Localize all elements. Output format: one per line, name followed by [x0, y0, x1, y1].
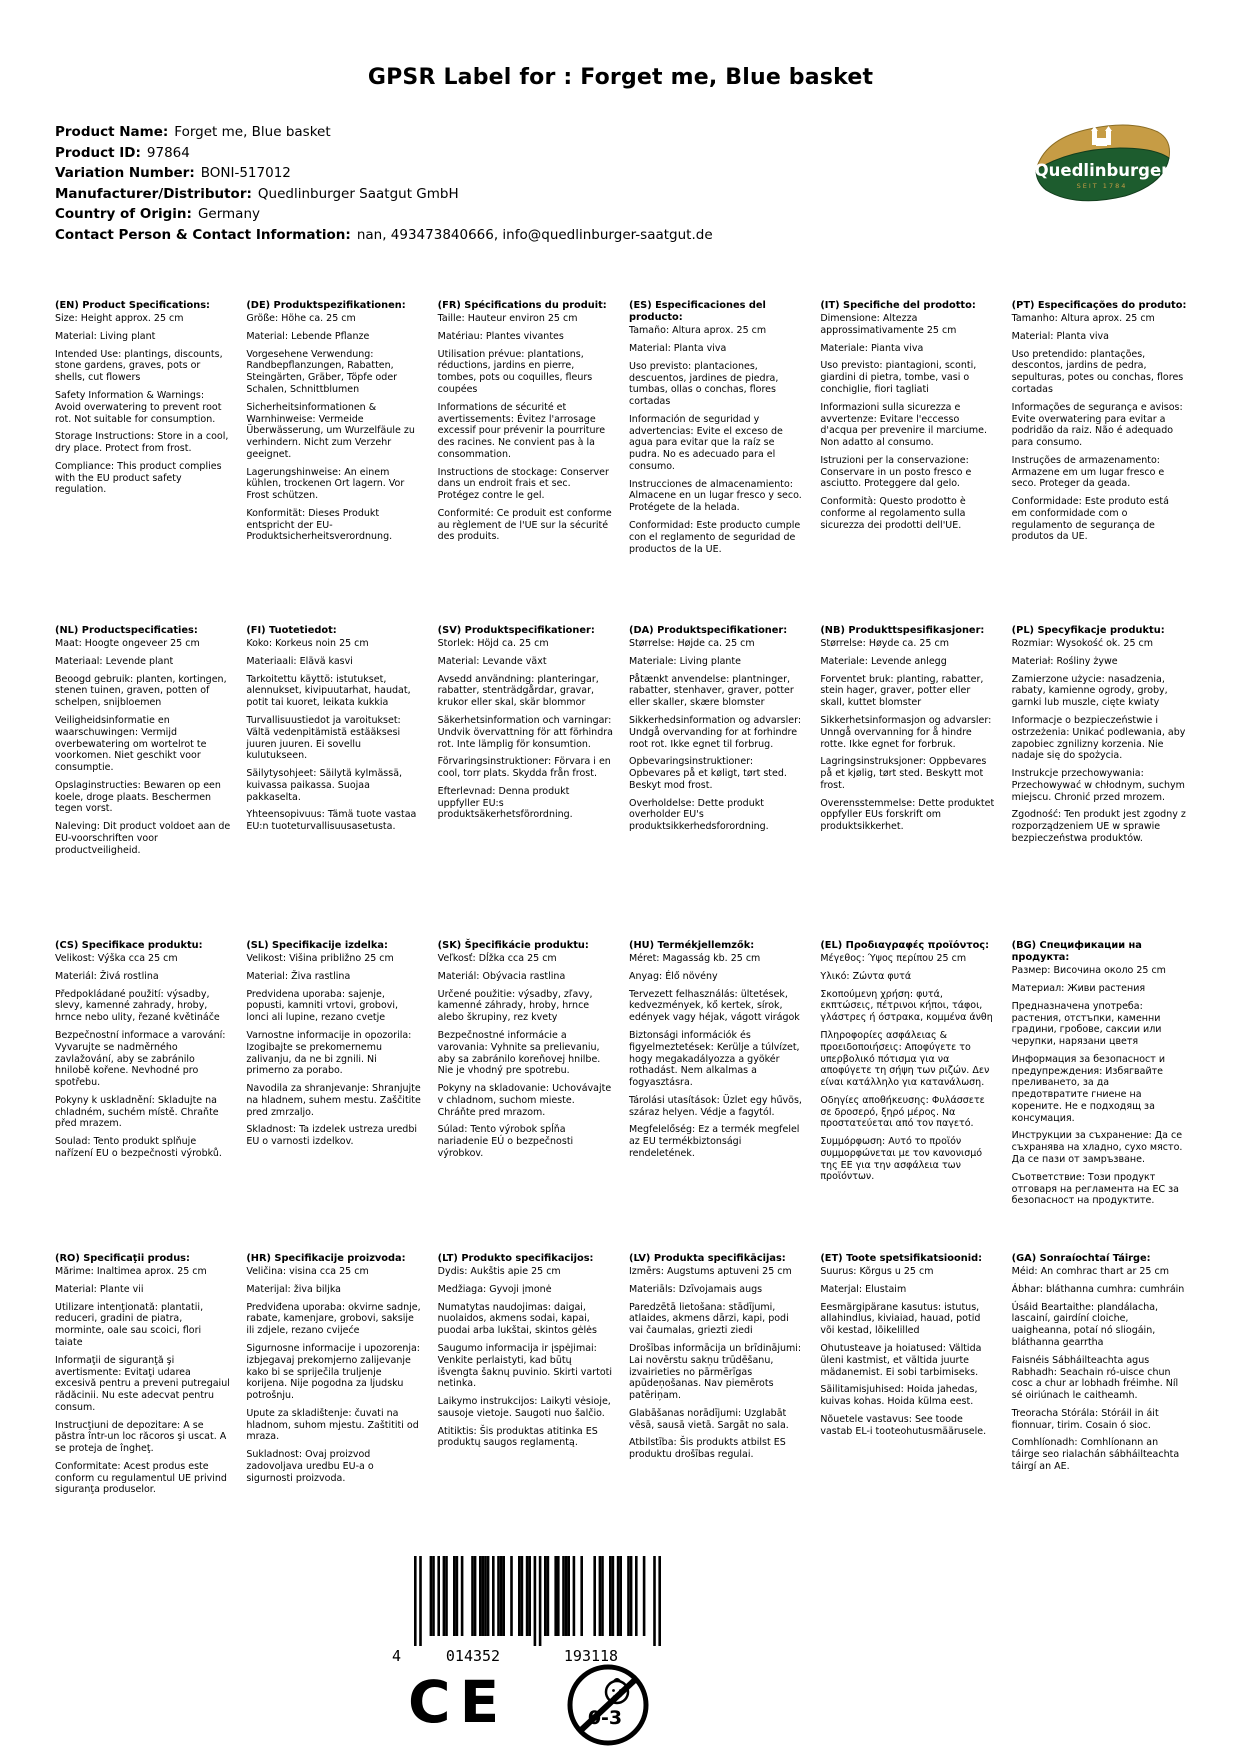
lang-block-heading: (BG) Спецификации на продукта:: [1011, 940, 1142, 964]
quedlinburger-logo: [1030, 118, 1175, 213]
lang-block-heading: (PT) Especificações do produto:: [1011, 300, 1187, 311]
lang-block-paragraph: Atitiktis: Šis produktas atitinka ES produktų saugos reglamentą.: [437, 1425, 598, 1449]
lang-block-paragraph: Größe: Höhe ca. 25 cm: [246, 313, 356, 325]
age-warning-icon: [565, 1662, 651, 1748]
lang-block-paragraph: Informações de segurança e avisos: Evite overwatering para evitar a podridão da raiz. Não é adequado para consumo.: [1011, 401, 1183, 449]
lang-block: [55, 300, 230, 625]
lang-block-heading: (SV) Produktspecifikationer:: [437, 625, 595, 636]
lang-block: [820, 300, 995, 625]
lang-block-paragraph: Úsáid Beartaithe: plandálacha, lascainí, gairdíní cloiche, uaigheanna, potaí nó sliogáin, bláthanna gearrtha: [1011, 1301, 1159, 1348]
lang-block-paragraph: Mărime: Inaltimea aprox. 25 cm: [55, 1266, 207, 1278]
lang-block-paragraph: Navodila za shranjevanje: Shranjujte na hladnem, suhem mestu. Zaščitite pred zmrzaljo.: [246, 1083, 421, 1118]
product-info-row: [55, 143, 713, 164]
lang-block-paragraph: Megfelelőség: Ez a termék megfelel az EU termékbiztonsági rendeletének.: [628, 1124, 800, 1159]
lang-block: [438, 1253, 613, 1502]
lang-block-paragraph: Sicherheitsinformationen & Warnhinweise: Vermeide Überwässerung, um Wurzelfäule zu verhindern. Nicht zum Verzehr geeignet.: [246, 401, 415, 460]
lang-block-paragraph: Συμμόρφωση: Αυτό το προϊόν συμμορφώνεται με τον κανονισμό της ΕΕ για την ασφάλεια των προϊόντων.: [820, 1136, 983, 1183]
product-info-label: Variation Number:: [55, 165, 195, 181]
product-info-row: [55, 204, 713, 225]
page-title: GPSR Label for : Forget me, Blue basket: [367, 64, 874, 90]
lang-block-paragraph: Compliance: This product complies with the EU product safety regulation.: [55, 460, 222, 496]
lang-block-paragraph: Material: Planta viva: [628, 343, 727, 355]
lang-block-paragraph: Yhteensopivuus: Tämä tuote vastaa EU:n tuoteturvallisuusasetusta.: [246, 809, 417, 833]
language-blocks-grid: [55, 300, 1187, 1502]
lang-block: [1012, 940, 1187, 1253]
lang-block-paragraph: Conformité: Ce produit est conforme au règlement de l'UE sur la sécurité des produits.: [437, 507, 612, 543]
lang-block-heading: (ET) Toote spetsifikatsioonid:: [820, 1253, 982, 1264]
lang-block-heading: (IT) Specifiche del prodotto:: [820, 300, 976, 311]
lang-block-paragraph: Glabāšanas norādījumi: Uzglabāt vēsā, sausā vietā. Sargāt no sala.: [628, 1407, 789, 1431]
barcode-group1: 014352: [445, 1647, 501, 1665]
lang-block: [629, 1253, 804, 1502]
lang-block-paragraph: Utilizare intenţionată: plantatii, reduceri, gradini de piatra, morminte, oale sau scoici, flori taiate: [55, 1301, 204, 1348]
lang-block-paragraph: Tárolási utasítások: Üzlet egy hűvös, száraz helyen. Védje a fagytól.: [628, 1094, 802, 1118]
logo-brand-text: Quedlinburger: [1034, 161, 1170, 180]
product-info-value: nan, 493473840666, info@quedlinburger-saatgut.de: [356, 226, 713, 243]
lang-block-paragraph: Předpokládané použití: výsadby, slevy, kamenné zahrady, hroby, hrnce nebo ulity, řezané květináče: [55, 988, 220, 1024]
lang-block-paragraph: Velikost: Výška cca 25 cm: [55, 953, 178, 965]
product-info-value: Germany: [197, 206, 260, 222]
lang-block-heading: (LV) Produkta specifikācijas:: [628, 1253, 786, 1264]
product-info-row: [55, 122, 713, 143]
lang-block-paragraph: Conformidade: Este produto está em conformidade com o regulamento de segurança de produtos da UE.: [1011, 496, 1169, 543]
lang-block-paragraph: Instructions de stockage: Conserver dans un endroit frais et sec. Protégez contre le gel.: [437, 466, 609, 502]
lang-block-paragraph: Konformität: Dieses Produkt entspricht der EU-Produktsicherheitsverordnung.: [246, 507, 393, 543]
lang-block-paragraph: Méret: Magasság kb. 25 cm: [628, 953, 761, 965]
lang-block-paragraph: Οδηγίες αποθήκευσης: Φυλάσσετε σε δροσερό, ξηρό μέρος. Να προστατεύεται από τον παγετό.: [820, 1094, 985, 1130]
lang-block-paragraph: Materiaal: Levende plant: [55, 655, 174, 667]
lang-block-paragraph: Skladnost: Ta izdelek ustreza uredbi EU o varnosti izdelkov.: [246, 1124, 417, 1148]
lang-block-paragraph: Materiale: Living plante: [628, 655, 741, 667]
lang-block: [629, 940, 804, 1253]
lang-block-heading: (FR) Spécifications du produit:: [437, 300, 607, 311]
product-info-row: [55, 163, 713, 184]
product-info-label: Contact Person & Contact Information:: [55, 226, 351, 243]
lang-block-paragraph: Faisnéis Sábháilteachta agus Rabhadh: Seachain ró-uisce chun cosc a chur ar lobhadh fréimhe. Níl sé oiriúnach le caitheamh.: [1011, 1354, 1179, 1402]
lang-block-paragraph: Σκοπούμενη χρήση: φυτά, εκπτώσεις, πέτρινοι κήποι, τάφοι, γλάστρες ή όστρακα, κομμένα άνθη: [820, 988, 993, 1024]
lang-block-paragraph: Размер: Височина около 25 cm: [1011, 965, 1166, 977]
lang-block-paragraph: Bezpečnostné informácie a varovania: Vyhnite sa prelievaniu, aby sa zabránilo koreňovej hnilbe. Nie je vhodný pre spotrebu.: [437, 1029, 601, 1077]
lang-block-paragraph: Storage Instructions: Store in a cool, dry place. Protect from frost.: [55, 431, 229, 455]
product-info-row: [55, 225, 713, 246]
lang-block-heading: (RO) Specificaţii produs:: [55, 1253, 190, 1264]
lang-block-paragraph: Intended Use: plantings, discounts, stone gardens, graves, pots or shells, cut flowers: [55, 348, 223, 384]
lang-block-paragraph: Laikymo instrukcijos: Laikyti vėsioje, sausoje vietoje. Saugoti nuo šalčio.: [437, 1396, 611, 1419]
lang-block-paragraph: Съответствие: Този продукт отговаря на регламента на ЕС за безопасност на продуктите.: [1011, 1171, 1179, 1207]
lang-block-paragraph: Materijal: živa biljka: [246, 1283, 341, 1295]
lang-block-paragraph: Comhlíonadh: Comhlíonann an táirge seo rialachán sábháilteachta táirgí an AE.: [1011, 1437, 1180, 1472]
lang-block-paragraph: Eesmärgipärane kasutus: istutus, allahindlus, kiviaiad, hauad, potid või kestad, lõikelilled: [820, 1301, 981, 1337]
lang-block-heading: (NB) Produkttspesifikasjoner:: [820, 625, 985, 636]
lang-block: [1012, 300, 1187, 625]
lang-block-paragraph: Naleving: Dit product voldoet aan de EU-voorschriften voor productveiligheid.: [55, 821, 231, 856]
lang-block-heading: (HR) Specifikacije proizvoda:: [246, 1253, 406, 1264]
logo-tagline-text: SEIT 1784: [1076, 182, 1128, 190]
lang-block-paragraph: Suurus: Kõrgus u 25 cm: [820, 1266, 934, 1278]
lang-block-heading: (LT) Produkto specifikacijos:: [437, 1253, 594, 1264]
lang-block-paragraph: Предназначена употреба: растения, отстъпки, каменни градини, гробове, саксии или черупки, нарязани цветя: [1011, 1000, 1162, 1048]
lang-block-paragraph: Informaţii de siguranţă şi avertismente: Evitaţi udarea excesivă pentru a preveni putregaiul rădăcinii. Nu este adecvat pentru consum.: [55, 1354, 230, 1413]
lang-block-paragraph: Инструкции за съхранение: Да се съхранява на хладно, сухо място. Да се пази от замръзване.: [1011, 1130, 1183, 1165]
lang-block-paragraph: Numatytas naudojimas: daigai, nuolaidos, akmens sodai, kapai, puodai arba lukštai, skintos gėlės: [437, 1301, 597, 1337]
lang-block-paragraph: Tamanho: Altura aprox. 25 cm: [1011, 313, 1155, 325]
lang-block-paragraph: Saugumo informacija ir įspėjimai: Venkite perlaistyti, kad būtų išvengta šaknų puvinio. Skirti vartoti netinka.: [437, 1342, 613, 1390]
lang-block-paragraph: Turvallisuustiedot ja varoitukset: Vältä vedenpitämistä estääksesi juuren juuren. Ei sovellu kulutukseen.: [246, 714, 401, 762]
lang-block: [55, 625, 230, 940]
lang-block-paragraph: Avsedd användning: planteringar, rabatter, stenträdgårdar, gravar, krukor eller skal, skär blommor: [437, 673, 599, 709]
product-info-value: BONI-517012: [200, 165, 291, 181]
lang-block-paragraph: Material: Lebende Pflanze: [246, 330, 370, 342]
product-info-value: Forget me, Blue basket: [174, 124, 331, 140]
lang-block-heading: (DA) Produktspecifikationer:: [628, 625, 788, 636]
lang-block-paragraph: Информация за безопасност и предупреждения: Избягвайте преливането, за да предотвратите гниене на корените. Не е подходящ за консумация.: [1011, 1053, 1165, 1124]
lang-block-paragraph: Ohutusteave ja hoiatused: Vältida üleni kastmist, et vältida juurte mädanemist. Ei sobi tarbimiseks.: [820, 1342, 982, 1378]
product-info-value: Quedlinburger Saatgut GmbH: [257, 185, 459, 202]
lang-block-paragraph: Dimensione: Altezza approssimativamente 25 cm: [820, 313, 957, 336]
lang-block-paragraph: Instrucţiuni de depozitare: A se păstra într-un loc răcoros şi uscat. A se proteja de îngheţ.: [55, 1419, 227, 1455]
lang-block-paragraph: Material: Living plant: [55, 330, 156, 342]
product-info-label: Country of Origin:: [55, 206, 192, 222]
lang-block-heading: (CS) Specifikace produktu:: [55, 940, 203, 951]
lang-block-paragraph: Soulad: Tento produkt splňuje nařízení EU o bezpečnosti výrobků.: [55, 1136, 222, 1159]
lang-block: [820, 940, 995, 1253]
barcode-bars: [414, 1556, 662, 1646]
lang-block-paragraph: Bezpečnostní informace a varování: Vyvarujte se nadměrného zavlažování, aby se zabránilo hnilobě kořene. Nevhodné pro spotřebu.: [55, 1029, 226, 1089]
product-info-section: [55, 122, 713, 245]
lang-block-paragraph: Informations de sécurité et avertissements: Évitez l'arrosage excessif pour prévenir la pourriture des racines. Ne convient pas à la consommation.: [437, 401, 606, 460]
lang-block-heading: (HU) Termékjellemzők:: [628, 940, 755, 951]
lang-block-paragraph: Opslaginstructies: Bewaren op een koele, droge plaats. Beschermen tegen vorst.: [55, 779, 221, 815]
product-info-value: 97864: [146, 144, 190, 161]
lang-block: [629, 300, 804, 625]
lang-block-paragraph: Drošības informācija un brīdinājumi: Lai novērstu sakņu trūdēšanu, izvairieties no pārmērīgas apūdeņošanas. Nav piemērots patēriņam.: [628, 1342, 802, 1402]
lang-block-heading: (PL) Specyfikacje produktu:: [1011, 625, 1165, 636]
lang-block-paragraph: Størrelse: Høyde ca. 25 cm: [820, 638, 949, 650]
product-info-label: Manufacturer/Distributor:: [55, 185, 252, 202]
lang-block-paragraph: Material: Plante vii: [55, 1283, 144, 1295]
lang-block: [55, 940, 230, 1253]
lang-block-paragraph: Ábhar: bláthanna cumhra: cumhráin: [1011, 1283, 1185, 1295]
lang-block-paragraph: Υλικό: Ζώντα φυτά: [820, 970, 912, 982]
product-info-label: Product ID:: [55, 144, 141, 161]
lang-block-paragraph: Materiāls: Dzīvojamais augs: [628, 1283, 763, 1295]
lang-block-heading: (SK) Špecifikácie produktu:: [437, 940, 589, 951]
lang-block-paragraph: Tervezett felhasználás: ültetések, kedvezmények, kő kertek, sírok, edények vagy héjak, vágott virágok: [628, 988, 800, 1024]
lang-block-paragraph: Tarkoitettu käyttö: istutukset, alennukset, kivipuutarhat, haudat, potit tai kuoret, leikata kukkia: [246, 673, 411, 709]
lang-block: [629, 625, 804, 940]
lang-block-paragraph: Materiál: Živá rostlina: [55, 970, 159, 982]
lang-block-paragraph: Sikkerhetsinformasjon og advarsler: Unngå overvanning for å hindre rotte. Ikke egnet for forbruk.: [820, 714, 992, 750]
lang-block-paragraph: Material: Planta viva: [1011, 330, 1109, 342]
lang-block-heading: (ES) Especificaciones del producto:: [628, 300, 766, 324]
lang-block-paragraph: Säilitamisjuhised: Hoida jahedas, kuivas kohas. Hoida külma eest.: [820, 1384, 978, 1408]
lang-block-paragraph: Veiligheidsinformatie en waarschuwingen: Vermijd overbewatering om wortelrot te voorkomen. Niet geschikt voor consumptie.: [55, 714, 207, 774]
lang-block-paragraph: Størrelse: Højde ca. 25 cm: [628, 638, 755, 650]
barcode-prefix: 4: [392, 1647, 402, 1665]
lang-block: [820, 625, 995, 940]
product-info-row: [55, 184, 713, 205]
lang-block-paragraph: Predviđena uporaba: okvirne sadnje, rabate, kamenjare, grobovi, saksije ili zdjele, rezano cvijeće: [246, 1301, 421, 1337]
lang-block-paragraph: Materiál: Obývacia rastlina: [437, 970, 566, 982]
lang-block-heading: (NL) Productspecificaties:: [55, 625, 198, 636]
lang-block-paragraph: Conformitate: Acest produs este conform cu regulamentul UE privind siguranţa produselor.: [55, 1460, 227, 1496]
lang-block-paragraph: Påtænkt anvendelse: plantninger, rabatter, stenhaver, graver, potter eller skaller, skære blomster: [628, 673, 794, 709]
product-info-label: Product Name:: [55, 124, 169, 140]
lang-block-heading: (EL) Προδιαγραφές προϊόντος:: [820, 940, 990, 951]
lang-block: [1012, 1253, 1187, 1502]
lang-block-paragraph: Материал: Живи растения: [1011, 983, 1146, 995]
lang-block-paragraph: Instrukcje przechowywania: Przechowywać w chłodnym, suchym miejscu. Chronić przed mrozem.: [1011, 768, 1185, 803]
lang-block: [246, 300, 421, 625]
lang-block-paragraph: Size: Height approx. 25 cm: [55, 313, 184, 325]
lang-block: [438, 625, 613, 940]
lang-block-paragraph: Beoogd gebruik: planten, kortingen, stenen tuinen, graven, potten of schelpen, snijbloemen: [55, 673, 227, 709]
lang-block-paragraph: Utilisation prévue: plantations, réductions, jardins en pierre, tombes, pots ou coquilles, fleurs coupées: [437, 348, 593, 395]
lang-block-paragraph: Materiale: Pianta viva: [820, 342, 924, 354]
lang-block-paragraph: Lagerungshinweise: An einem kühlen, trockenen Ort lagern. Vor Frost schützen.: [246, 466, 405, 502]
lang-block-paragraph: Sukladnost: Ovaj proizvod zadovoljava uredbu EU-a o sigurnosti proizvoda.: [246, 1449, 374, 1484]
lang-block-paragraph: Informacje o bezpieczeństwie i ostrzeżenia: Unikać podlewania, aby zapobiec zgnilizny korzenia. Nie nadaje się do spożycia.: [1011, 714, 1186, 762]
lang-block-paragraph: Velikost: Višina približno 25 cm: [246, 953, 394, 965]
lang-block-paragraph: Taille: Hauteur environ 25 cm: [437, 313, 578, 325]
lang-block-paragraph: Maat: Hoogte ongeveer 25 cm: [55, 638, 200, 650]
lang-block-paragraph: Koko: Korkeus noin 25 cm: [246, 638, 369, 650]
ce-mark: CE: [408, 1668, 509, 1736]
lang-block-paragraph: Veličina: visina cca 25 cm: [246, 1266, 369, 1278]
lang-block-paragraph: Dydis: Aukštis apie 25 cm: [437, 1266, 561, 1278]
lang-block: [438, 940, 613, 1253]
lang-block: [820, 1253, 995, 1502]
lang-block-paragraph: Treoracha Stórála: Stóráil in áit fionnuar, tirim. Cosain ó sioc.: [1011, 1407, 1159, 1431]
lang-block-paragraph: Lagringsinstruksjoner: Oppbevares på et kjølig, tørt sted. Beskytt mot frost.: [820, 756, 987, 791]
lang-block-heading: (SL) Specifikacije izdelka:: [246, 940, 388, 951]
lang-block-paragraph: Zamierzone użycie: nasadzenia, rabaty, kamienne ogrody, groby, garnki lub muszle, cięte kwiaty: [1011, 673, 1168, 709]
lang-block-paragraph: Zgodność: Ten produkt jest zgodny z rozporządzeniem UE w sprawie bezpieczeństwa produktów.: [1011, 809, 1186, 844]
lang-block-paragraph: Varnostne informacije in opozorila: Izogibajte se prekomernemu zalivanju, da ne bi zgnili. Ni primerno za porabo.: [246, 1029, 412, 1077]
lang-block-paragraph: Μέγεθος: Ύψος περίπου 25 cm: [820, 953, 967, 965]
lang-block-paragraph: Určené použitie: výsadby, zľavy, kamenné záhrady, hroby, hrnce alebo škrupiny, rez kvety: [437, 988, 593, 1024]
lang-block-heading: (FI) Tuotetiedot:: [246, 625, 337, 636]
lang-block-paragraph: Forventet bruk: planting, rabatter, stein hager, graver, potter eller skall, kuttet blomster: [820, 673, 984, 709]
lang-block: [55, 1253, 230, 1502]
lang-block-heading: (DE) Produktspezifikationen:: [246, 300, 406, 311]
lang-block-heading: (GA) Sonraíochtaí Táirge:: [1011, 1253, 1151, 1264]
lang-block-paragraph: Informazioni sulla sicurezza e avvertenze: Evitare l'eccesso d'acqua per prevenire il marciume. Non adatto al consumo.: [820, 401, 988, 449]
lang-block-paragraph: Paredzētā lietošana: stādījumi, atlaides, akmens dārzi, kapi, podi vai čaumalas, griezti ziedi: [628, 1301, 789, 1337]
lang-block: [246, 940, 421, 1253]
lang-block-paragraph: Pokyny na skladovanie: Uchovávajte v chladnom, suchom mieste. Chráňte pred mrazom.: [437, 1083, 612, 1118]
lang-block-paragraph: Material: Živa rastlina: [246, 970, 351, 982]
lang-block-paragraph: Información de seguridad y advertencias: Evite el exceso de agua para evitar que la raíz se pudra. No es adecuado para el consumo.: [628, 413, 783, 472]
lang-block-heading: (EN) Product Specifications:: [55, 300, 210, 311]
lang-block-paragraph: Efterlevnad: Denna produkt uppfyller EU:s produktsäkerhetsförordning.: [437, 785, 573, 821]
lang-block-paragraph: Izmērs: Augstums aptuveni 25 cm: [628, 1266, 792, 1278]
lang-block-paragraph: Anyag: Élő növény: [628, 970, 718, 982]
lang-block-paragraph: Instruções de armazenamento: Armazene em um lugar fresco e seco. Proteger da geada.: [1011, 454, 1165, 490]
lang-block-paragraph: Biztonsági információk és figyelmeztetések: Kerülje a túlvízet, hogy megakadályozza a gyökér rothadást. Nem alkalmas a fogyasztásra.: [628, 1029, 800, 1089]
lang-block-paragraph: Uso previsto: piantagioni, sconti, giardini di pietra, tombe, vasi o conchiglie, fiori tagliati: [820, 360, 977, 395]
barcode: [392, 1556, 692, 1665]
lang-block: [246, 1253, 421, 1502]
lang-block-paragraph: Nõuetele vastavus: See toode vastab EL-i tooteohutusmäärusele.: [820, 1413, 987, 1437]
lang-block: [246, 625, 421, 940]
lang-block: [1012, 625, 1187, 940]
lang-block-paragraph: Opbevaringsinstruktioner: Opbevares på et køligt, tørt sted. Beskyt mod frost.: [628, 756, 787, 791]
lang-block-paragraph: Sigurnosne informacije i upozorenja: izbjegavaj prekomjerno zalijevanje kako bi se spriječila truljenje korijena. Nije pogodna za ljudsku potrošnju.: [246, 1342, 420, 1402]
lang-block-paragraph: Méid: An comhrac thart ar 25 cm: [1011, 1266, 1169, 1278]
lang-block-paragraph: Materjal: Elustaim: [820, 1283, 907, 1295]
lang-block-paragraph: Istruzioni per la conservazione: Conservare in un posto fresco e asciutto. Proteggere dal gelo.: [820, 454, 972, 490]
lang-block-paragraph: Instrucciones de almacenamiento: Almacene en un lugar fresco y seco. Protégete de la helada.: [628, 478, 802, 514]
lang-block-paragraph: Materiale: Levende anlegg: [820, 655, 947, 667]
lang-block-paragraph: Storlek: Höjd ca. 25 cm: [437, 638, 549, 650]
lang-block-paragraph: Upute za skladištenje: čuvati na hladnom, suhom mjestu. Zaštititi od mraza.: [246, 1407, 419, 1443]
lang-block-paragraph: Sikkerhedsinformation og advarsler: Undgå overvanding for at forhindre root rot. Ikke egnet til forbrug.: [628, 714, 802, 750]
lang-block-paragraph: Uso previsto: plantaciones, descuentos, jardines de piedra, tumbas, ollas o conchas, flores cortadas: [628, 360, 779, 408]
lang-block-paragraph: Materiał: Rośliny żywe: [1011, 655, 1118, 667]
lang-block-paragraph: Pokyny k uskladnění: Skladujte na chladném, suchém místě. Chraňte před mrazem.: [55, 1094, 219, 1130]
lang-block-paragraph: Materiaali: Elävä kasvi: [246, 655, 353, 667]
lang-block-paragraph: Safety Information & Warnings: Avoid overwatering to prevent root rot. Not suitable for consumption.: [55, 389, 222, 425]
age-warning-text: 0-3: [587, 1707, 623, 1729]
lang-block-paragraph: Conformità: Questo prodotto è conforme al regolamento sulla sicurezza dei prodotti dell'UE.: [820, 496, 966, 531]
lang-block-paragraph: Rozmiar: Wysokość ok. 25 cm: [1011, 638, 1154, 650]
lang-block-paragraph: Overholdelse: Dette produkt overholder EU's produktsikkerhedsforordning.: [628, 797, 769, 833]
lang-block-paragraph: Vorgesehene Verwendung: Randbepflanzungen, Rabatten, Steingärten, Gräber, Töpfe oder Schalen, Schnittblumen: [246, 348, 398, 395]
lang-block-paragraph: Tamaño: Altura aprox. 25 cm: [628, 325, 767, 337]
barcode-group2: 193118: [563, 1647, 619, 1665]
lang-block-paragraph: Säkerhetsinformation och varningar: Undvik övervattning för att förhindra rot. Inte lämplig för konsumtion.: [437, 714, 613, 750]
lang-block-paragraph: Uso pretendido: plantações, descontos, jardins de pedra, sepulturas, potes ou conchas, flores cortadas: [1011, 348, 1184, 395]
lang-block-paragraph: Overensstemmelse: Dette produktet oppfyller EUs forskrift om produktsikkerhet.: [820, 797, 995, 833]
lang-block: [438, 300, 613, 625]
lang-block-paragraph: Material: Levande växt: [437, 655, 547, 667]
lang-block-paragraph: Säilytysohjeet: Säilytä kylmässä, kuivassa paikassa. Suojaa pakkaselta.: [246, 768, 403, 803]
lang-block-paragraph: Predvidena uporaba: sajenje, popusti, kamniti vrtovi, grobovi, lonci ali lupine, rezano cvetje: [246, 988, 399, 1024]
lang-block-paragraph: Conformidad: Este producto cumple con el reglamento de seguridad de productos de la UE.: [628, 520, 801, 555]
lang-block-paragraph: Förvaringsinstruktioner: Förvara i en cool, torr plats. Skydda från frost.: [437, 756, 611, 780]
lang-block-paragraph: Veľkosť: Dĺžka cca 25 cm: [437, 953, 557, 965]
lang-block-paragraph: Medžiaga: Gyvoji įmonė: [437, 1283, 552, 1295]
lang-block-paragraph: Πληροφορίες ασφάλειας & προειδοποιήσεις: Αποφύγετε το υπερβολικό πότισμα για να αποφύγετε τη σήψη των ριζών. Δεν είναι κατάλληλο για κατανάλωση.: [820, 1029, 990, 1089]
lang-block-paragraph: Atbilstība: Šis produkts atbilst ES produktu drošības regulai.: [628, 1437, 786, 1461]
lang-block-paragraph: Súlad: Tento výrobok spĺňa nariadenie EÚ o bezpečnosti výrobkov.: [437, 1124, 574, 1159]
lang-block-paragraph: Matériau: Plantes vivantes: [437, 330, 564, 342]
